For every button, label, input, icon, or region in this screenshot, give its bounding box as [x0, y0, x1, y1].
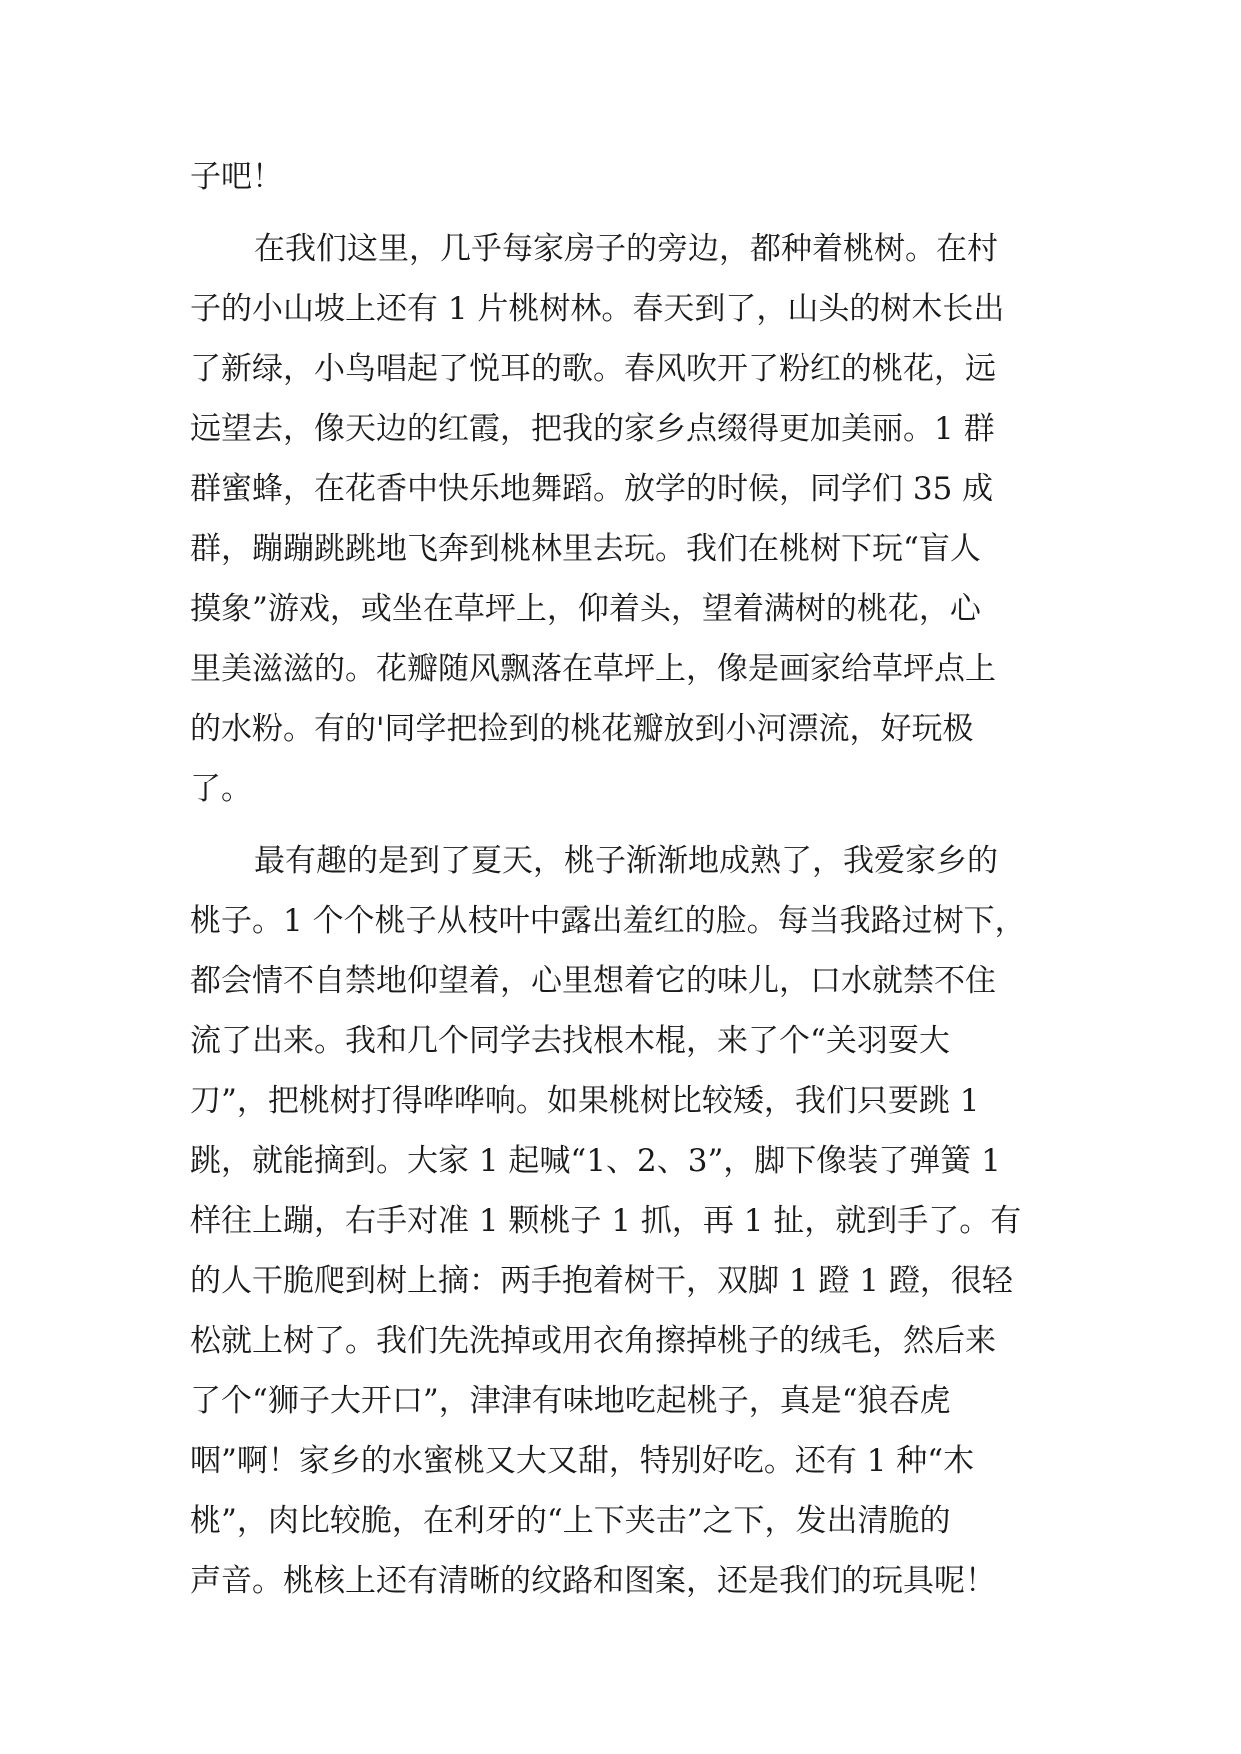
- text-line: 样往上蹦，右手对准 1 颗桃子 1 抓，再 1 扯，就到手了。有: [190, 1203, 1022, 1239]
- text-line: 的水粉。有的'同学把捡到的桃花瓣放到小河漂流，好玩极: [190, 711, 974, 747]
- text-line: 了个“狮子大开口”，津津有味地吃起桃子，真是“狼吞虎: [190, 1383, 951, 1419]
- text-line: 最有趣的是到了夏天，桃子渐渐地成熟了，我爱家乡的: [254, 843, 998, 879]
- document-page: [190, 147, 1050, 1611]
- text-line: 里美滋滋的。花瓣随风飘落在草坪上，像是画家给草坪点上: [190, 651, 996, 687]
- text-line: 流了出来。我和几个同学去找根木棍，来了个“关羽耍大: [190, 1023, 950, 1059]
- text-line: 的人干脆爬到树上摘：两手抱着树干，双脚 1 蹬 1 蹬，很轻: [190, 1263, 1013, 1299]
- paragraph-3: [190, 831, 1050, 1611]
- text-line: 群，蹦蹦跳跳地飞奔到桃林里去玩。我们在桃树下玩“盲人: [190, 531, 981, 567]
- text-line: 子的小山坡上还有 1 片桃树林。春天到了，山头的树木长出: [190, 291, 1005, 327]
- text-line: 摸象”游戏，或坐在草坪上，仰着头，望着满树的桃花，心: [190, 591, 981, 627]
- text-line: 刀”，把桃树打得哗哗响。如果桃树比较矮，我们只要跳 1: [190, 1083, 980, 1119]
- text-line: 远望去，像天边的红霞，把我的家乡点缀得更加美丽。1 群: [190, 411, 995, 447]
- text-line: 群蜜蜂，在花香中快乐地舞蹈。放学的时候，同学们 35 成: [190, 471, 994, 507]
- text-line: 声音。桃核上还有清晰的纹路和图案，还是我们的玩具呢！: [190, 1563, 996, 1599]
- text-line: 了。: [190, 771, 252, 807]
- text-line: 咽”啊！家乡的水蜜桃又大又甜，特别好吃。还有 1 种“木: [190, 1443, 975, 1479]
- text-line: 跳，就能摘到。大家 1 起喊“1、2、3”，脚下像装了弹簧 1: [190, 1143, 1001, 1179]
- text-line: 了新绿，小鸟唱起了悦耳的歌。春风吹开了粉红的桃花，远: [190, 351, 996, 387]
- text-line: 在我们这里，几乎每家房子的旁边，都种着桃树。在村: [254, 231, 998, 267]
- text-line: 松就上树了。我们先洗掉或用衣角擦掉桃子的绒毛，然后来: [190, 1323, 996, 1359]
- paragraph-1: [190, 147, 1050, 207]
- text-line: 桃”，肉比较脆，在利牙的“上下夹击”之下，发出清脆的: [190, 1503, 951, 1539]
- text-line: 子吧！: [190, 159, 283, 195]
- text-line: 都会情不自禁地仰望着，心里想着它的味儿，口水就禁不住: [190, 963, 996, 999]
- text-line: 桃子。1 个个桃子从枝叶中露出羞红的脸。每当我路过树下，: [190, 903, 1026, 939]
- paragraph-2: [190, 219, 1050, 819]
